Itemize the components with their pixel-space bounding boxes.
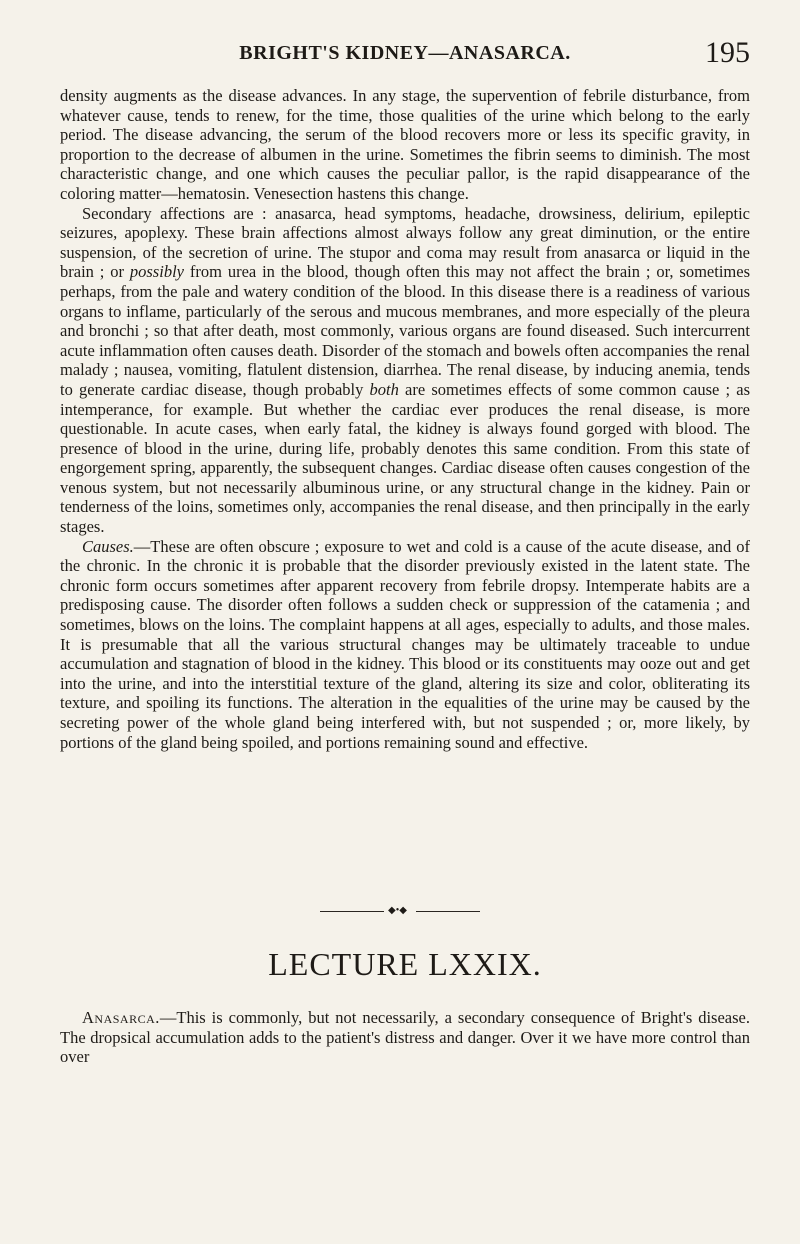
- paragraph-text: from urea in the blood, though often this may not affect the brain ; or, sometimes perhaps, from the pale and watery condition of the blood. In this disease there is a readiness of various organs to inflame, particularly of the serous and mucous membranes, and more especially of the pleura and bronchi ; so that after death, most commonly, various organs are found diseased. Such intercurrent acute inflammation often causes death. Disorder of the stomach and bowels often accompanies the renal malady ; nausea, vomiting, flatulent distension, diarrhea. The renal disease, by inducing anemia, tends to generate cardiac disease, though probably: [60, 262, 750, 399]
- paragraph-density: density augments as the disease advances. In any stage, the supervention of febrile disturbance, from whatever cause, tends to renew, for the time, those qualities of the urine which belong to the early period. The disease advancing, the serum of the blood recovers more or less its specific gravity, in proportion to the decrease of albumen in the urine. Sometimes the fibrin seems to diminish. The most characteristic change, and one which causes the peculiar pallor, is the rapid disappearance of the coloring matter—hematosin. Venesection hastens this change.: [60, 86, 750, 203]
- paragraph-text: —These are often obscure ; exposure to wet and cold is a cause of the acute disease, and of the chronic. In the chronic it is probable that the disorder previously existed in the latent state. The chronic form occurs sometimes after apparent recovery from febrile dropsy. Intemperate habits are a predisposing cause. The disorder often follows a sudden check or suppression of the catamenia ; and sometimes, blows on the loins. The complaint happens at all ages, especially to adults, and those males. It is presumable that all the various structural changes may be ultimately traceable to undue accumulation and stagnation of blood in the kidney. This blood or its constituents may ooze out and get into the urine, and into the interstitial texture of the gland, altering its size and color, obliterating its texture, and spoiling its functions. The alteration in the equalities of the urine may be caused by the secreting power of the whole gland being interfered with, but not suspended ; or, more likely, by portions of the gland being spoiled, and portions remaining sound and effective.: [60, 536, 750, 752]
- paragraph-causes: [60, 537, 750, 753]
- anasarca-heading: Anasarca.: [82, 1008, 160, 1027]
- page-number: 195: [705, 36, 750, 69]
- lecture-heading: LECTURE LXXIX.: [268, 946, 542, 982]
- section-divider-ornament: [320, 907, 480, 917]
- paragraph-text: —This is commonly, but not necessarily, a secondary consequence of Bright's disease. The dropsical accumulation adds to the patient's distress and danger. Over it we have more control than over: [60, 1008, 750, 1067]
- emphasis-both: both: [369, 379, 399, 399]
- running-title: BRIGHT'S KIDNEY—ANASARCA.: [239, 42, 571, 64]
- running-head: [60, 36, 750, 72]
- paragraph-secondary-affections: [60, 204, 750, 537]
- paragraph-text: Secondary affections are : anasarca, head symptoms, headache, drowsiness, delirium, epileptic seizures, apoplexy. These brain affections almost always follow any great diminution, or the entire suspension, of the secretion of urine. The stupor and coma may result from anasarca or liquid in the brain ; or: [60, 203, 750, 282]
- divider-diamonds: ◆•◆: [388, 905, 407, 916]
- causes-heading: Causes.: [82, 536, 134, 556]
- body-text: [60, 86, 750, 752]
- emphasis-possibly: possibly: [129, 262, 184, 282]
- lecture-paragraph: [60, 1008, 750, 1067]
- paragraph-text: are sometimes effects of some common cause ; as intemperance, for example. But whether the cardiac ever produces the renal disease, is more questionable. In acute cases, when early fatal, the kidney is always found gorged with blood. The presence of blood in the urine, during life, probably denotes this same condition. From this state of engorgement spring, apparently, the subsequent changes. Cardiac disease often causes congestion of the venous system, but not necessarily albuminous urine, or any structural change in the kidney. Pain or tenderness of the loins, sometimes only, accompanies the renal disease, and then principally in the early stages.: [60, 379, 750, 537]
